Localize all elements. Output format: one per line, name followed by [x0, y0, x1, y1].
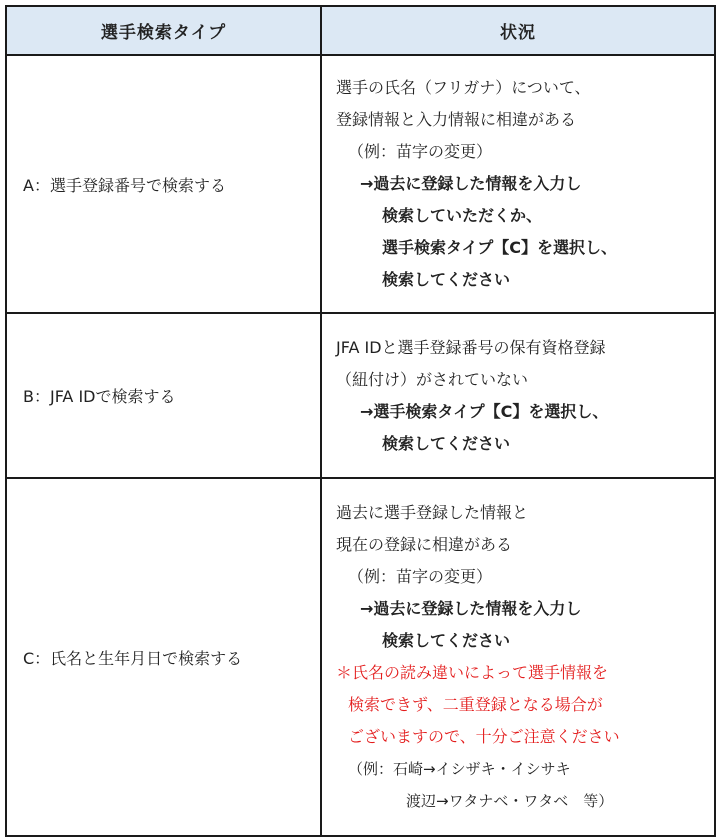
- header-search-type: 選手検索タイプ: [6, 6, 321, 55]
- status-instruction: 検索していただくか、: [382, 206, 543, 225]
- search-type-c: C：氏名と生年月日で検索する: [6, 478, 321, 836]
- status-line: （紐付け）がされていない: [336, 369, 529, 389]
- status-instruction: 検索してください: [382, 631, 511, 650]
- status-line: JFA IDと選手登録番号の保有資格登録: [336, 337, 606, 357]
- status-line: 選手の氏名（フリガナ）について、: [336, 78, 591, 97]
- status-line: 登録情報と入力情報に相違がある: [336, 110, 577, 129]
- status-cell-b: [321, 313, 715, 478]
- caution-note: 検索できず、二重登録となる場合が: [348, 695, 603, 714]
- status-instruction: 検索してください: [382, 433, 511, 453]
- caution-note: ＊氏名の読み違いによって選手情報を: [336, 663, 609, 682]
- reading-example: （例：石崎→イシザキ・イシサキ: [348, 760, 571, 778]
- header-status: 状況: [321, 6, 715, 55]
- status-cell-a: [321, 55, 715, 313]
- search-type-a: A：選手登録番号で検索する: [6, 55, 321, 313]
- status-example: （例：苗字の変更）: [348, 142, 493, 161]
- status-instruction: →過去に登録した情報を入力し: [360, 599, 582, 618]
- status-instruction: 検索してください: [382, 270, 511, 289]
- status-instruction: →過去に登録した情報を入力し: [360, 174, 582, 193]
- search-type-table: [5, 5, 716, 837]
- status-instruction: 選手検索タイプ【C】を選択し、: [382, 238, 617, 257]
- status-example: （例：苗字の変更）: [348, 567, 493, 586]
- table-row-c: [6, 478, 715, 836]
- caution-note: ございますので、十分ご注意ください: [348, 727, 620, 746]
- table-row-a: [6, 55, 715, 313]
- status-instruction: →選手検索タイプ【C】を選択し、: [360, 401, 609, 421]
- table-row-b: [6, 313, 715, 478]
- table-header-row: [6, 6, 715, 55]
- status-line: 過去に選手登録した情報と: [336, 503, 529, 522]
- status-cell-c: [321, 478, 715, 836]
- status-line: 現在の登録に相違がある: [336, 535, 513, 554]
- reading-example: 渡辺→ワタナベ・ワタベ 等）: [406, 792, 614, 810]
- search-type-b: B：JFA IDで検索する: [6, 313, 321, 478]
